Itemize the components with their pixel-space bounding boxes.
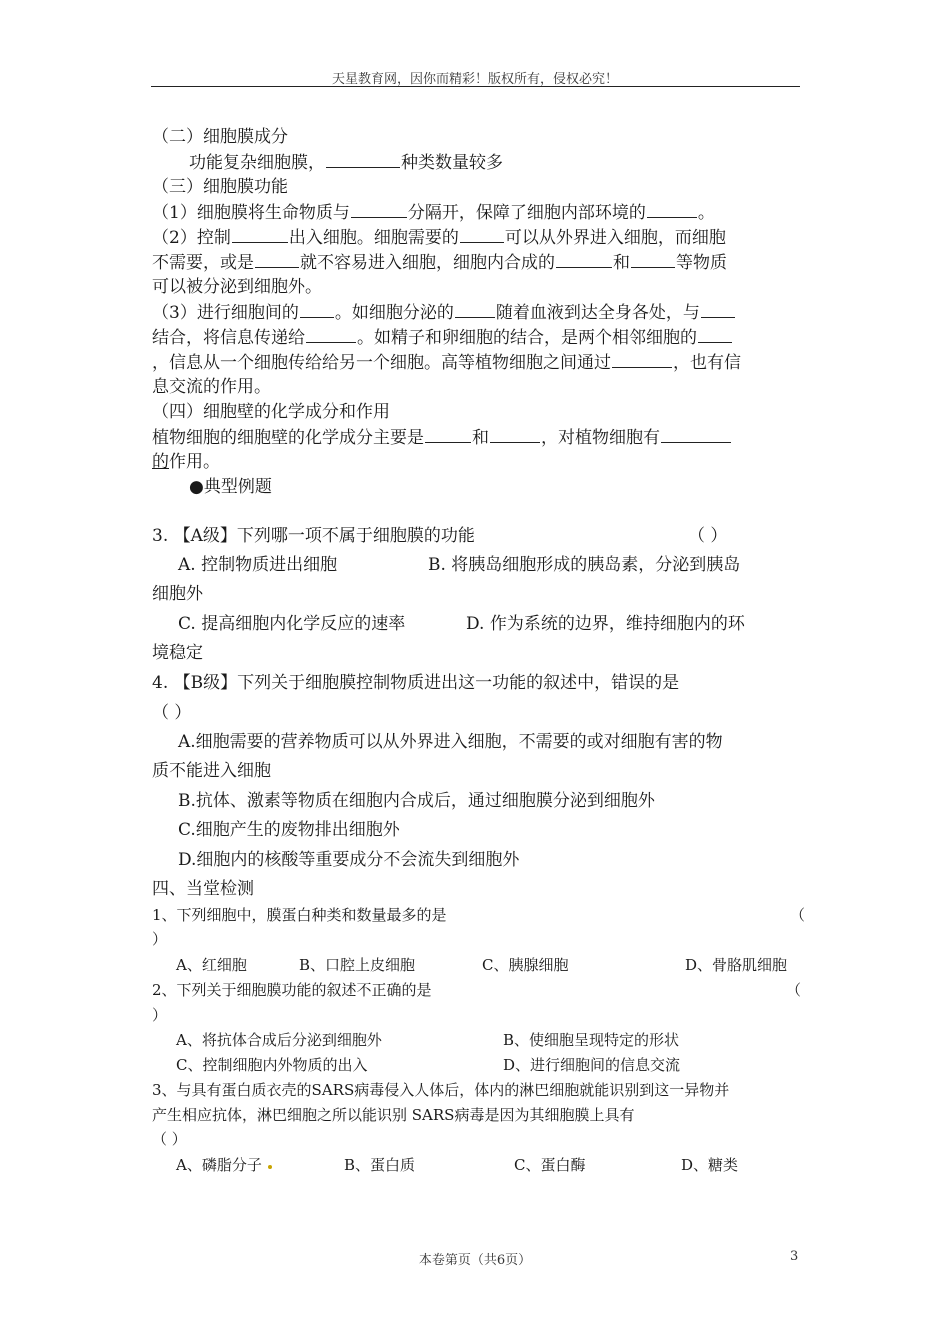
check-q1-paren-right: ） xyxy=(152,930,168,948)
example-q4-stem: 4. 【B级】下列关于细胞膜控制物质进出这一功能的叙述中，错误的是 xyxy=(152,673,680,693)
blank[interactable] xyxy=(326,152,400,168)
blank[interactable] xyxy=(631,252,675,268)
function-line-1: （1）细胞膜将生命物质与 分隔开，保障了细胞内部环境的 。 xyxy=(152,203,715,223)
blank[interactable] xyxy=(698,327,732,343)
check-q1-stem: 1、下列细胞中，膜蛋白种类和数量最多的是 xyxy=(152,906,447,924)
section-title-membrane-composition: （二）细胞膜成分 xyxy=(152,127,288,147)
check-q2-stem: 2、下列关于细胞膜功能的叙述不正确的是 xyxy=(152,981,432,999)
header-rule xyxy=(151,86,800,87)
check-q3-stem-line-1: 3、与具有蛋白质衣壳的SARS病毒侵入人体后，体内的淋巴细胞就能识别到这一异物并 xyxy=(152,1081,730,1099)
blank[interactable] xyxy=(647,202,697,218)
blank[interactable] xyxy=(612,352,672,368)
example-q4-option-a[interactable]: A.细胞需要的营养物质可以从外界进入细胞，不需要的或对细胞有害的物 xyxy=(178,732,723,752)
function-line-6: 结合，将信息传递给 。如精子和卵细胞的结合，是两个相邻细胞的 xyxy=(152,327,733,348)
page-header: 天星教育网，因你而精彩！版权所有，侵权必究！ xyxy=(331,72,618,87)
check-q2-paren-right: ） xyxy=(152,1006,168,1024)
blank[interactable] xyxy=(460,227,504,243)
check-q3-stem-line-2: 产生相应抗体，淋巴细胞之所以能识别 SARS病毒是因为其细胞膜上具有 xyxy=(152,1106,635,1124)
page-footer: 本卷第页（共6页） xyxy=(418,1253,532,1268)
example-q3-stem: 3. 【A级】下列哪一项不属于细胞膜的功能 xyxy=(152,526,475,546)
check-q1-option-b[interactable]: B、口腔上皮细胞 xyxy=(299,956,416,974)
example-q3-option-a[interactable]: A. 控制物质进出细胞 xyxy=(178,555,338,575)
function-line-3: 不需要，或是 就不容易进入细胞，细胞内合成的 和 等物质 xyxy=(152,253,727,273)
check-q2-option-b[interactable]: B、使细胞呈现特定的形状 xyxy=(503,1031,680,1049)
example-q4-answer-paren[interactable]: （ ） xyxy=(152,703,192,723)
check-q3-option-c[interactable]: C、蛋白酶 xyxy=(514,1156,586,1174)
blank[interactable] xyxy=(351,202,407,218)
blank[interactable] xyxy=(455,302,495,318)
function-line-8: 息交流的作用。 xyxy=(152,377,271,397)
example-q4-option-d[interactable]: D.细胞内的核酸等重要成分不会流失到细胞外 xyxy=(178,850,520,870)
example-q3-option-d[interactable]: D. 作为系统的边界，维持细胞内的环 xyxy=(466,614,745,634)
blank[interactable] xyxy=(701,302,735,318)
blank[interactable] xyxy=(232,227,288,243)
example-q3-option-c[interactable]: C. 提高细胞内化学反应的速率 xyxy=(178,614,406,634)
check-q3-option-b[interactable]: B、蛋白质 xyxy=(344,1156,416,1174)
cell-wall-line-2: 的作用。 xyxy=(152,452,220,472)
check-q1-option-a[interactable]: A、红细胞 xyxy=(176,956,247,974)
stray-dot xyxy=(268,1165,272,1169)
check-q2-paren-left[interactable]: （ xyxy=(786,981,802,999)
blank[interactable] xyxy=(425,427,471,443)
check-q3-answer-paren[interactable]: （ ） xyxy=(152,1130,187,1148)
function-line-4: 可以被分泌到细胞外。 xyxy=(152,277,322,297)
example-q4-option-b[interactable]: B.抗体、激素等物质在细胞内合成后，通过细胞膜分泌到细胞外 xyxy=(178,791,655,811)
check-q2-option-c[interactable]: C、控制细胞内外物质的出入 xyxy=(176,1056,368,1074)
check-q2-option-a[interactable]: A、将抗体合成后分泌到细胞外 xyxy=(176,1031,382,1049)
example-q4-option-c[interactable]: C.细胞产生的废物排出细胞外 xyxy=(178,820,400,840)
blank[interactable] xyxy=(661,427,731,443)
check-q2-option-d[interactable]: D、进行细胞间的信息交流 xyxy=(503,1056,681,1074)
function-line-5: （3）进行细胞间的 。如细胞分泌的 随着血液到达全身各处，与 xyxy=(152,302,736,323)
section-title-membrane-function: （三）细胞膜功能 xyxy=(152,177,288,197)
check-q1-option-c[interactable]: C、胰腺细胞 xyxy=(482,956,569,974)
cell-wall-line-1: 植物细胞的细胞壁的化学成分主要是 和 ，对植物细胞有 xyxy=(152,427,732,448)
example-q3-option-b-cont: 细胞外 xyxy=(152,584,203,604)
example-q4-option-a-cont: 质不能进入细胞 xyxy=(152,761,271,781)
function-line-2: （2）控制 出入细胞。细胞需要的 可以从外界进入细胞，而细胞 xyxy=(152,228,726,248)
example-q3-answer-paren[interactable]: （ ） xyxy=(688,526,728,546)
blank[interactable] xyxy=(556,252,612,268)
example-q3-option-b[interactable]: B. 将胰岛细胞形成的胰岛素，分泌到胰岛 xyxy=(428,555,741,575)
blank[interactable] xyxy=(490,427,540,443)
function-line-7: ，信息从一个细胞传给给另一个细胞。高等植物细胞之间通过 ，也有信 xyxy=(152,353,741,373)
composition-line: 功能复杂细胞膜， 种类数量较多 xyxy=(189,153,503,173)
page-number: 3 xyxy=(790,1249,799,1264)
examples-title: ●典型例题 xyxy=(189,477,272,497)
blank[interactable] xyxy=(255,252,299,268)
check-q3-option-d[interactable]: D、糖类 xyxy=(681,1156,739,1174)
example-q3-option-d-cont: 境稳定 xyxy=(152,643,203,663)
check-q1-paren-left[interactable]: （ xyxy=(790,906,806,924)
check-q3-option-a[interactable]: A、磷脂分子 xyxy=(176,1156,272,1174)
blank[interactable] xyxy=(306,327,356,343)
check-q1-option-d[interactable]: D、骨胳肌细胞 xyxy=(685,956,788,974)
section-title-cell-wall: （四）细胞壁的化学成分和作用 xyxy=(152,402,390,422)
check-section-title: 四、当堂检测 xyxy=(152,879,254,899)
blank[interactable] xyxy=(300,302,334,318)
